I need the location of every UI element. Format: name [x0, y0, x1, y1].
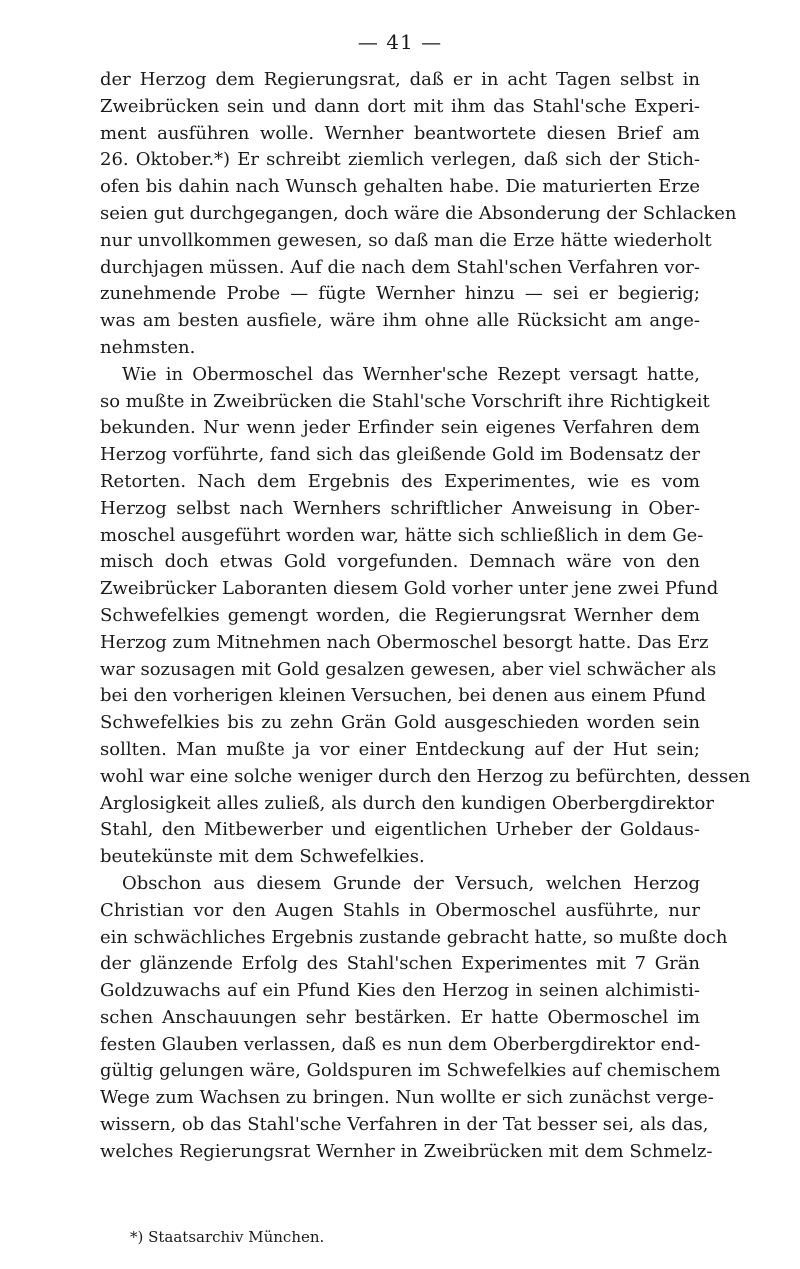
text-line: ein schwächliches Ergebnis zustande gebracht hatte, so mußte doch: [100, 926, 728, 948]
text-line: gültig gelungen wäre, Goldspuren im Schwefelkies auf chemischem: [100, 1060, 721, 1082]
text-line: misch doch etwas Gold vorgefunden. Demnach wäre von den: [100, 551, 700, 573]
text-line: Wie in Obermoschel das Wernher'sche Rezept versagt hatte,: [122, 363, 700, 385]
text-line: Goldzuwachs auf ein Pfund Kies den Herzog in seinen alchimisti-: [100, 980, 700, 1002]
text-line: welches Regierungsrat Wernher in Zweibrücken mit dem Schmelz-: [100, 1140, 713, 1162]
text-line: Zweibrücken sein und dann dort mit ihm das Stahl'sche Experi-: [100, 95, 700, 117]
text-line: nur unvollkommen gewesen, so daß man die Erze hätte wiederholt: [100, 229, 712, 251]
text-line: ofen bis dahin nach Wunsch gehalten habe. Die maturierten Erze: [100, 176, 700, 198]
text-line: Herzog zum Mitnehmen nach Obermoschel besorgt hatte. Das Erz: [100, 631, 709, 653]
text-line: 26. Oktober.*) Er schreibt ziemlich verlegen, daß sich der Stich-: [100, 149, 700, 171]
text-line: Retorten. Nach dem Ergebnis des Experimentes, wie es vom: [100, 470, 700, 492]
text-line: der Herzog dem Regierungsrat, daß er in acht Tagen selbst in: [100, 69, 700, 90]
text-line: Zweibrücker Laboranten diesem Gold vorher unter jene zwei Pfund: [100, 578, 719, 600]
text-line: war sozusagen mit Gold gesalzen gewesen, aber viel schwächer als: [100, 658, 717, 680]
text-line: Schwefelkies gemengt worden, die Regierungsrat Wernher dem: [100, 604, 700, 626]
text-line: Schwefelkies bis zu zehn Grän Gold ausgeschieden worden sein: [100, 712, 700, 734]
text-line: wissern, ob das Stahl'sche Verfahren in der Tat besser sei, als das,: [100, 1114, 709, 1136]
text-line: Herzog vorführte, fand sich das gleißende Gold im Bodensatz der: [100, 444, 700, 466]
text-line: sollten. Man mußte ja vor einer Entdeckung auf der Hut sein;: [100, 738, 700, 760]
text-line: durchjagen müssen. Auf die nach dem Stahl'schen Verfahren vor-: [100, 256, 700, 278]
text-line: seien gut durchgegangen, doch wäre die Absonderung der Schlacken: [100, 202, 737, 224]
text-line: zunehmende Probe — fügte Wernher hinzu — sei er begierig;: [100, 283, 700, 305]
text-line: Herzog selbst nach Wernhers schriftlicher Anweisung in Ober-: [100, 497, 700, 519]
text-line: der glänzende Erfolg des Stahl'schen Experimentes mit 7 Grän: [100, 953, 700, 975]
text-line: bei den vorherigen kleinen Versuchen, bei denen aus einem Pfund: [100, 685, 706, 707]
body-text: [100, 67, 751, 1166]
text-line: ment ausführen wolle. Wernher beantwortete diesen Brief am: [100, 122, 700, 144]
text-line: was am besten ausfiele, wäre ihm ohne alle Rücksicht am ange-: [100, 310, 700, 332]
text-line: Christian vor den Augen Stahls in Obermoschel ausführte, nur: [100, 899, 700, 921]
text-line: beutekünste mit dem Schwefelkies.: [100, 846, 425, 868]
text-line: Arglosigkeit alles zuließ, als durch den kundigen Oberbergdirektor: [100, 792, 714, 814]
footnote: *) Staatsarchiv München.: [130, 1228, 325, 1246]
text-line: Wege zum Wachsen zu bringen. Nun wollte er sich zunächst verge-: [100, 1087, 714, 1109]
text-line: schen Anschauungen sehr bestärken. Er hatte Obermoschel im: [100, 1006, 700, 1028]
text-line: Stahl, den Mitbewerber und eigentlichen Urheber der Goldaus-: [100, 819, 700, 841]
text-line: nehmsten.: [100, 336, 196, 358]
text-line: Obschon aus diesem Grunde der Versuch, welchen Herzog: [122, 872, 700, 894]
text-line: moschel ausgeführt worden war, hätte sich schließlich in dem Ge-: [100, 524, 704, 546]
text-line: wohl war eine solche weniger durch den Herzog zu befürchten, dessen: [100, 765, 751, 787]
text-line: so mußte in Zweibrücken die Stahl'sche Vorschrift ihre Richtigkeit: [100, 390, 710, 412]
page-number: — 41 —: [357, 30, 443, 54]
text-line: festen Glauben verlassen, daß es nun dem Oberbergdirektor end-: [100, 1033, 701, 1055]
text-line: bekunden. Nur wenn jeder Erfinder sein eigenes Verfahren dem: [100, 417, 700, 439]
